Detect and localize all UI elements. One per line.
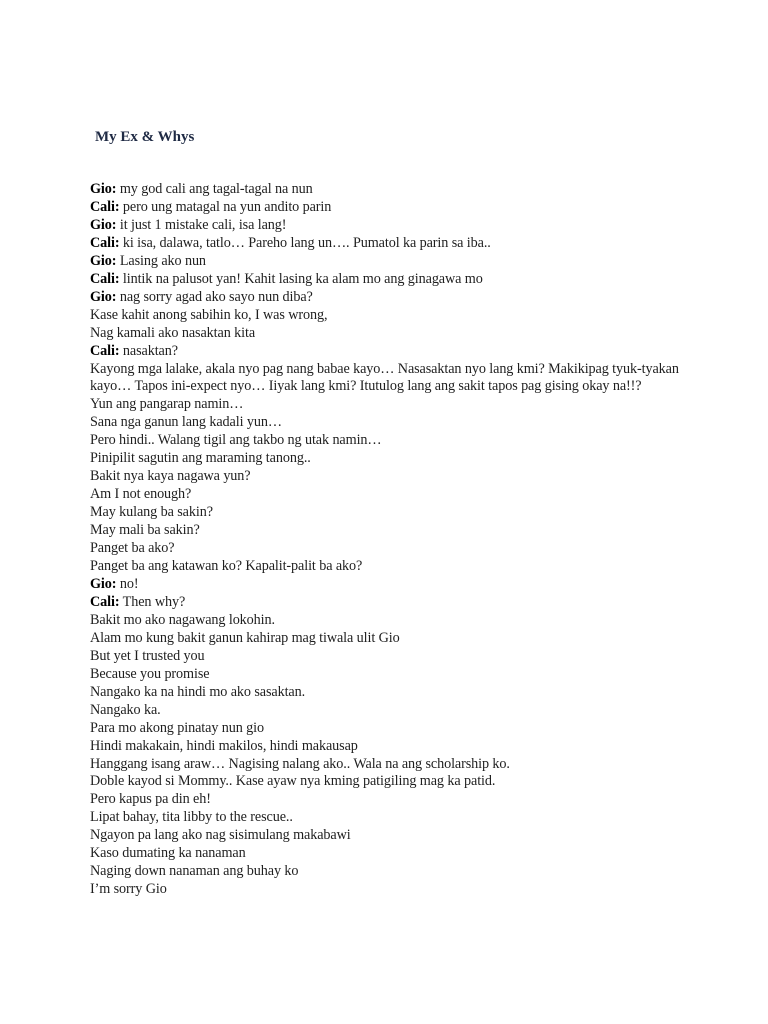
line-text: no! xyxy=(116,575,139,592)
dialogue-line xyxy=(90,396,690,414)
speaker-label: Gio: xyxy=(90,216,117,233)
line-text: Kaso dumating ka nanaman xyxy=(90,845,246,862)
line-text: Naging down nanaman ang buhay ko xyxy=(90,863,299,880)
dialogue-line xyxy=(90,217,690,235)
speaker-label: Gio: xyxy=(90,575,117,592)
line-text: Alam mo kung bakit ganun kahirap mag tiwala ulit Gio xyxy=(90,629,400,646)
line-text: Hindi makakain, hindi makilos, hindi makausap xyxy=(90,737,358,754)
dialogue-line xyxy=(90,594,690,612)
line-text: lintik na palusot yan! Kahit lasing ka alam mo ang ginagawa mo xyxy=(119,270,483,287)
dialogue-line xyxy=(90,235,690,253)
dialogue-line xyxy=(90,289,690,307)
line-text: pero ung matagal na yun andito parin xyxy=(119,198,332,215)
speaker-label: Cali: xyxy=(90,198,120,215)
dialogue-line xyxy=(90,720,690,738)
dialogue-line xyxy=(90,253,690,271)
line-text: Pinipilit sagutin ang maraming tanong.. xyxy=(90,450,311,467)
dialogue-line xyxy=(90,756,690,774)
line-text: May kulang ba sakin? xyxy=(90,504,213,521)
dialogue-line xyxy=(90,738,690,756)
line-text: ki isa, dalawa, tatlo… Pareho lang un…. Pumatol ka parin sa iba.. xyxy=(119,234,491,251)
line-text: Doble kayod si Mommy.. Kase ayaw nya kming patigiling mag ka patid. xyxy=(90,773,496,790)
dialogue-line xyxy=(90,576,690,594)
dialogue-line xyxy=(90,881,690,899)
line-text: Bakit nya kaya nagawa yun? xyxy=(90,468,251,485)
line-text: Because you promise xyxy=(90,665,210,682)
line-text: Lipat bahay, tita libby to the rescue.. xyxy=(90,809,293,826)
speaker-label: Cali: xyxy=(90,270,120,287)
line-text: Para mo akong pinatay nun gio xyxy=(90,719,265,736)
line-text: But yet I trusted you xyxy=(90,647,205,664)
line-text: Pero hindi.. Walang tigil ang takbo ng utak namin… xyxy=(90,432,382,449)
line-text: Nangako ka na hindi mo ako sasaktan. xyxy=(90,683,306,700)
dialogue-line xyxy=(90,343,690,361)
dialogue-line xyxy=(90,504,690,522)
dialogue-line xyxy=(90,486,690,504)
line-text: it just 1 mistake cali, isa lang! xyxy=(116,216,287,233)
speaker-label: Cali: xyxy=(90,342,120,359)
line-text: May mali ba sakin? xyxy=(90,522,200,539)
line-text: Bakit mo ako nagawang lokohin. xyxy=(90,611,275,628)
dialogue-line xyxy=(90,648,690,666)
dialogue-line xyxy=(90,468,690,486)
dialogue-line xyxy=(90,612,690,630)
dialogue-line xyxy=(90,540,690,558)
dialogue-line xyxy=(90,181,690,199)
dialogue-line xyxy=(90,325,690,343)
line-text: my god cali ang tagal-tagal na nun xyxy=(116,181,313,197)
dialogue-line xyxy=(90,863,690,881)
speaker-label: Cali: xyxy=(90,593,120,610)
dialogue-line xyxy=(90,630,690,648)
line-text: Kase kahit anong sabihin ko, I was wrong, xyxy=(90,306,328,323)
dialogue-line xyxy=(90,773,690,791)
line-text: Panget ba ang katawan ko? Kapalit-palit ba ako? xyxy=(90,558,363,575)
speaker-label: Gio: xyxy=(90,252,117,269)
dialogue-line xyxy=(90,684,690,702)
line-text: Nangako ka. xyxy=(90,701,161,718)
line-text: nag sorry agad ako sayo nun diba? xyxy=(116,288,313,305)
dialogue-line xyxy=(90,666,690,684)
line-text: Hanggang isang araw… Nagising nalang ako.. Wala na ang scholarship ko. xyxy=(90,755,510,772)
dialogue-line xyxy=(90,791,690,809)
speaker-label: Gio: xyxy=(90,288,117,305)
line-text: Ngayon pa lang ako nag sisimulang makabawi xyxy=(90,827,351,844)
dialogue-line xyxy=(90,361,690,397)
dialogue-line xyxy=(90,307,690,325)
document-title: My Ex & Whys xyxy=(95,129,195,145)
line-text: Pero kapus pa din eh! xyxy=(90,791,211,808)
dialogue-line xyxy=(90,199,690,217)
line-text: Yun ang pangarap namin… xyxy=(90,396,244,413)
dialogue-line xyxy=(90,558,690,576)
dialogue-line xyxy=(90,845,690,863)
line-text: Sana nga ganun lang kadali yun… xyxy=(90,414,282,431)
dialogue-line xyxy=(90,271,690,289)
dialogue-line xyxy=(90,432,690,450)
line-text: Am I not enough? xyxy=(90,486,192,503)
line-text: Kayong mga lalake, akala nyo pag nang babae kayo… Nasasaktan nyo lang kmi? Makikipag tyuk-tyakan kayo… Tapos ini-expect nyo… Iiyak lang kmi? Itutulog lang ang sakit tapos pag gising okay na!!? xyxy=(90,360,679,395)
speaker-label: Cali: xyxy=(90,234,120,251)
line-text: Lasing ako nun xyxy=(116,252,206,269)
speaker-label: Gio: xyxy=(90,181,117,197)
dialogue-line xyxy=(90,522,690,540)
line-text: Then why? xyxy=(119,593,186,610)
dialogue-line xyxy=(90,702,690,720)
line-text: I’m sorry Gio xyxy=(90,881,167,898)
dialogue-line xyxy=(90,414,690,432)
dialogue-line xyxy=(90,450,690,468)
dialogue-line xyxy=(90,809,690,827)
line-text: nasaktan? xyxy=(119,342,178,359)
dialogue-line xyxy=(90,827,690,845)
line-text: Panget ba ako? xyxy=(90,540,175,557)
dialogue-body xyxy=(90,181,690,899)
line-text: Nag kamali ako nasaktan kita xyxy=(90,324,256,341)
